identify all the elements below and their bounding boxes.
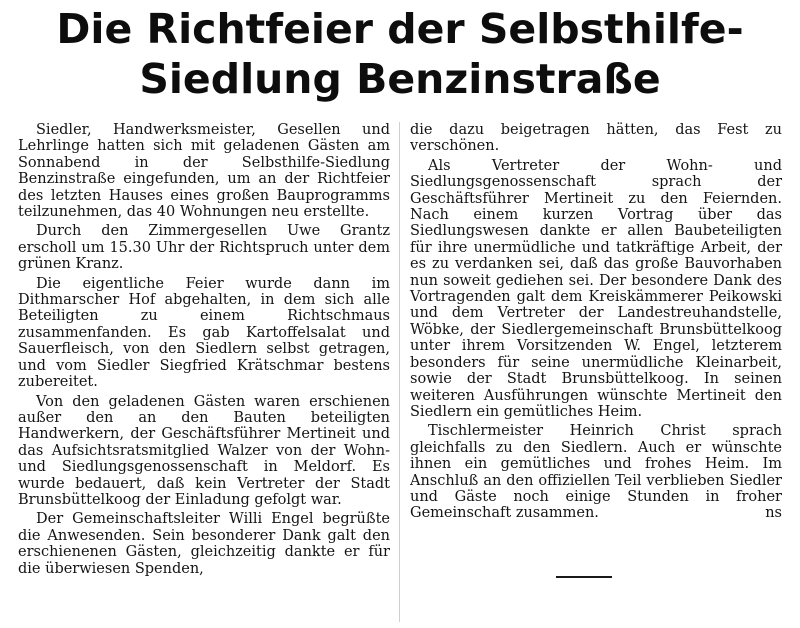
article-paragraph-text: Tischlermeister Heinrich Christ sprach gleichfalls zu den Siedlern. Auch er wünschte ihnen ein gemütliches und frohes Heim. Im Anschluß an den offiziellen Teil verblieben Siedler und Gäste noch einige Stunden in froher Gemeinschaft zusammen. bbox=[410, 423, 782, 522]
article-paragraph: Als Vertreter der Wohn- und Siedlungsgenossenschaft sprach der Geschäftsführer Mertineit zu den Feiernden. Nach einem kurzen Vortrag über das Siedlungswesen dankte er allen Baubeteiligten für ihre unermüdliche und tatkräftige Arbeit, der es zu verdanken sei, daß das große Bauvorhaben nun soweit gediehen sei. Der besondere Dank des Vortragenden galt dem Kreiskämmerer Peikowski und dem Vertreter der Landestreuhandstelle, Wöbke, der Siedlergemeinschaft Brunsbüttelkoog unter ihrem Vorsitzenden W. Engel, letzterem besonders für seine unermüdliche Kleinarbeit, sowie der Stadt Brunsbüttelkoog. In seinen weiteren Ausführungen wünschte Mertineit den Siedlern ein gemütliches Heim. bbox=[410, 157, 782, 420]
column-divider bbox=[399, 122, 400, 622]
headline-line-2: Siedlung Benzinstraße bbox=[139, 55, 661, 103]
article-paragraph: Siedler, Handwerksmeister, Gesellen und Lehrlinge hatten sich mit geladenen Gästen am Sonnabend in der Selbsthilfe-Siedlung Benzinstraße eingefunden, um an der Richtfeier des letzten Hauses eines großen Bauprogramms teilzunehmen, das 40 Wohnungen neu erstellte. bbox=[18, 122, 390, 221]
article-paragraph: Durch den Zimmergesellen Uwe Grantz erscholl um 15.30 Uhr der Richtspruch unter dem grünen Kranz. bbox=[18, 223, 390, 273]
end-rule bbox=[556, 576, 612, 578]
headline bbox=[0, 4, 800, 104]
article-column-right bbox=[410, 122, 782, 525]
article-column-left bbox=[18, 122, 390, 580]
article-paragraph: Der Gemeinschaftsleiter Willi Engel begrüßte die Anwesenden. Sein besonderer Dank galt den erschienenen Gästen, gleichzeitig dankte er für die überwiesen Spenden, bbox=[18, 511, 390, 577]
author-signature: ns bbox=[765, 505, 782, 522]
article-paragraph-continuation: die dazu beigetragen hätten, das Fest zu verschönen. bbox=[410, 122, 782, 155]
article-paragraph: Von den geladenen Gästen waren erschienen außer den an den Bauten beteiligten Handwerkern, der Geschäftsführer Mertineit und das Aufsichtsratsmitglied Walzer von der Wohn- und Siedlungsgenossenschaft in Meldorf. Es wurde bedauert, daß kein Vertreter der Stadt Brunsbüttelkoog der Einladung gefolgt war. bbox=[18, 393, 390, 508]
article-paragraph bbox=[410, 423, 782, 521]
headline-line-1: Die Richtfeier der Selbsthilfe- bbox=[56, 5, 744, 53]
article-paragraph: Die eigentliche Feier wurde dann im Dithmarscher Hof abgehalten, in dem sich alle Beteiligten zu einem Richtschmaus zusammenfanden. Es gab Kartoffelsalat und Sauerfleisch, von den Siedlern selbst getragen, und vom Siedler Siegfried Krätschmar bestens zubereitet. bbox=[18, 275, 390, 391]
